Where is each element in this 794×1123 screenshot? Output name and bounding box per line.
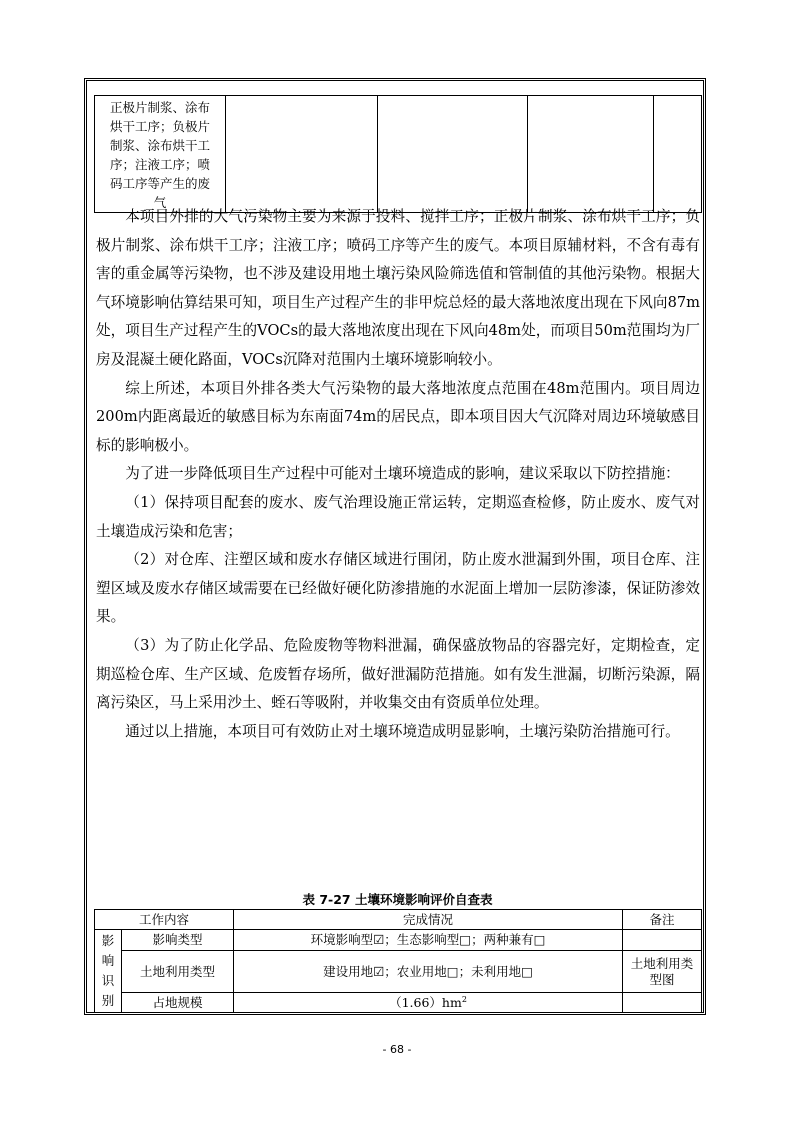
paragraph: 通过以上措施，本项目可有效防止对土壤环境造成明显影响，土壤污染防治措施可行。	[125, 722, 680, 740]
paragraph: （3）为了防止化学品、危险废物等物料泄漏，确保盛放物品的容器完好，定期检查，定期巡检仓库、生产区域、危废暂存场所，做好泄漏防范措施。如有发生泄漏，切断污染源，隔离污染区，马上采用沙土、蛭石等吸附，并收集交由有资质单位处理。	[96, 636, 700, 712]
cell-line: 气	[153, 195, 167, 210]
area-unit-superscript: 2	[461, 994, 467, 1004]
paragraph: （1）保持项目配套的废水、废气治理设施正常运转，定期巡查检修，防止废水、废气对土壤造成污染和危害；	[96, 493, 700, 540]
note-line: 型图	[649, 971, 675, 987]
group-char: 影	[101, 933, 115, 948]
cell-line: 烘干工序；负极片	[109, 119, 210, 134]
paragraph: 为了进一步降低项目生产过程中可能对土壤环境造成的影响，建议采取以下防控措施：	[125, 465, 680, 483]
row-status: 环境影响型☑；生态影响型□；两种兼有□	[234, 930, 623, 951]
cell-line: 正极片制浆、涂布	[109, 100, 210, 115]
empty-cell	[654, 96, 702, 213]
paragraph: （2）对仓库、注塑区域和废水存储区域进行围闭，防止废水泄漏到外围，项目仓库、注塑区域及废水存储区域需要在已经做好硬化防渗措施的水泥面上增加一层防渗漆，保证防渗效果。	[96, 551, 700, 626]
cell-line: 序；注液工序；喷	[109, 157, 210, 172]
empty-cell	[226, 96, 378, 213]
group-char: 别	[101, 993, 115, 1008]
header-note: 备注	[623, 910, 702, 930]
row-status: 建设用地☑；农业用地□；未利用地□	[234, 951, 623, 993]
empty-cell	[528, 96, 654, 213]
header-status: 完成情况	[234, 910, 623, 930]
group-char: 识	[101, 973, 115, 988]
source-table-continuation	[94, 95, 702, 213]
table-caption: 表 7-27 土壤环境影响评价自查表	[302, 892, 493, 907]
row-item: 土地利用类型	[122, 951, 234, 993]
header-work-content: 工作内容	[95, 910, 234, 930]
row-note	[623, 993, 702, 1013]
group-label-impact-identification	[95, 930, 122, 1013]
cell-line: 制浆、涂布烘干工	[109, 138, 210, 153]
row-item: 占地规模	[122, 993, 234, 1013]
body-text	[96, 203, 700, 746]
row-note	[623, 951, 702, 993]
cell-line: 码工序等产生的废	[109, 176, 210, 191]
paragraph: 本项目外排的大气污染物主要为来源于投料、搅拌工序；正极片制浆、涂布烘干工序；负极片制浆、涂布烘干工序；注液工序；喷码工序等产生的废气。本项目原辅材料，不含有毒有害的重金属等污染物，也不涉及建设用地土壤污染风险筛选值和管制值的其他污染物。根据大气环境影响估算结果可知，项目生产过程产生的非甲烷总烃的最大落地浓度出现在下风向87m处，项目生产过程产生的VOCs的最大落地浓度出现在下风向48m处，而项目50m范围均为厂房及混凝土硬化路面，VOCs沉降对范围内土壤环境影响较小。	[96, 208, 700, 368]
row-status	[234, 993, 623, 1013]
area-value: （1.66）hm	[389, 994, 462, 1010]
source-description-cell	[95, 96, 226, 213]
page-number: - 68 -	[382, 1043, 412, 1056]
empty-cell	[378, 96, 528, 213]
note-line: 土地利用类	[630, 955, 694, 971]
paragraph: 综上所述，本项目外排各类大气污染物的最大落地浓度点范围在48m范围内。项目周边200m内距离最近的敏感目标为东南面74m的居民点，即本项目因大气沉降对周边环境敏感目标的影响极小。	[96, 379, 700, 454]
row-note	[623, 930, 702, 951]
row-item: 影响类型	[122, 930, 234, 951]
soil-impact-checklist-table	[94, 909, 702, 1013]
group-char: 响	[101, 953, 115, 968]
